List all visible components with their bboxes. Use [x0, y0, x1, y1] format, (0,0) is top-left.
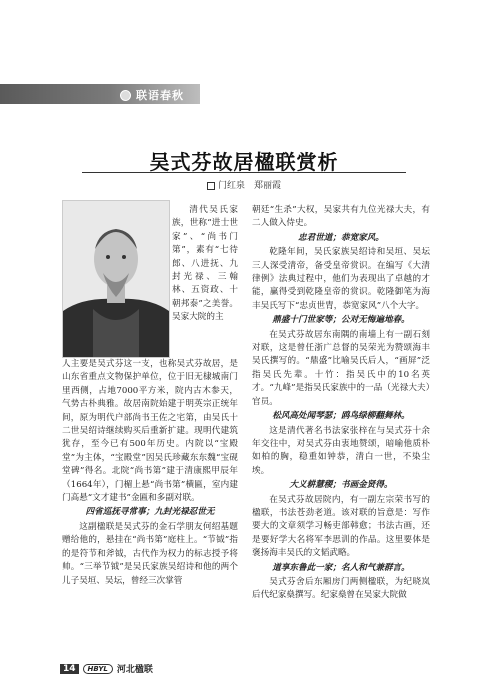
- byline: [0, 178, 488, 191]
- page-footer: [60, 662, 153, 675]
- paragraph: 在吴式芬故居东南隅的南墙上有一副石刻对联，这是曾任浙广总督的吴荣光为赞颂海丰吴氏撰写的。“鼎盛”比喻吴氏后人，“画屏”泛指吴氏先辈。十竹：指吴氏中的10名英才。“九峰”是指吴氏家族中的一品（光禄大夫）官员。: [252, 329, 430, 407]
- intro-wrap-text: [172, 204, 238, 325]
- portrait-illustration: [63, 201, 169, 357]
- authors: 门红泉 郑丽霞: [217, 181, 281, 191]
- paragraph: 朝廷“生杀”大权，吴家共有九位光禄大夫，有二人做入侍史。: [252, 205, 430, 229]
- byline-box-icon: [207, 182, 215, 190]
- page-number: 14: [60, 664, 79, 674]
- couplet-subhead: 大义耕慧稷；书画金贤得。: [289, 480, 393, 491]
- paragraph: 这是清代著名书法家张梓在与吴式芬十余年交往中，对吴式芬由衷地赞颂，暗喻他质朴如柏的胸，稳重如钟恭，清白一世，不染尘埃。: [252, 425, 430, 476]
- couplet-subhead: 松风高处闻琴瑟；鸥鸟绿柳翻舞林。: [272, 411, 410, 422]
- title-rule: [82, 172, 406, 173]
- paragraph: 在吴式芬故居院内，有一副左宗荣书写的楹联，书法苍劲老道。该对联的旨意是：写作要大的文章须学习畅吏部韩愈；书法古画，还是要好学大名将军李思训的作品。这里要体是褒扬海丰吴氏的文韬武略。: [252, 494, 430, 559]
- paragraph: 吴式芬舍后东厢房门两侧楹联，为纪晓岚后代纪家燊撰写。纪家燊曾在吴家大院做: [252, 576, 430, 601]
- article-title: 吴式芬故居楹联赏析: [149, 150, 339, 174]
- section-label: 联语春秋: [136, 89, 184, 102]
- couplet-subhead: 鼎盛十门世家等；公对无悔遍地春。: [272, 315, 410, 326]
- paragraph: 这副楹联是吴式芬的金石学朋友何绍基题赠给他的，悬挂在“尚书第”庭柱上。“节钺”指的是符节和斧钺，古代作为权力的标志授予将帅。“三举节钺”是吴氏家族吴绍诗和他的两个儿子吴垣、吴坛，曾经三次掌管: [62, 521, 238, 586]
- couplet-subhead: 忠君世道；恭宽家风。: [298, 232, 384, 243]
- portrait-image: [62, 200, 170, 358]
- paragraph: 乾隆年间，吴氏家族吴绍诗和吴垣、吴坛三人深受清帝，备受皇帝赏识。在编写《大清律例》法典过程中，他们为表现出了卓越的才能，赢得受到乾隆皇帝的赏识。乾隆御笔为海丰吴氏写下“忠贞世胄，恭宽家风”八个大字。: [252, 247, 430, 311]
- left-column-body: [62, 358, 238, 588]
- paragraph: 人主要是吴式芬这一支，也称吴式芬故居，是山东省重点文物保护单位，位于旧无棣城南门里西侧，占地7000平方米，院内古木参天，气势古朴典雅。故居南院始建于明英宗正统年间，原为明代户部尚书王佐之宅第，由吴氏十二世吴绍诗继续购买后重新扩建。现明代建筑犹存，至今已有500年历史。内院以“宝殿堂”为主体，“宝殿堂”因吴氏珍藏东东魏“宝砚堂碑”得名。北院“尚书第”建于清康熙甲辰年（1664年），门楣上悬“尚书第”横匾，室内建门高悬“文才建书”金匾和多副对联。: [62, 359, 238, 504]
- paragraph: 清代吴氏家族，世称“进士世家”、“尚书门第”，素有“七待郎、八进抚、九封光禄、三翰林、五资政、十朝邦泰”之美誉。吴家大院的主: [172, 205, 238, 323]
- journal-code: HBYL: [83, 664, 113, 674]
- couplet-subhead: 四省巡抚寻常事；九封光禄忍世无: [85, 507, 215, 518]
- bullet-dot-icon: [120, 90, 131, 101]
- couplet-subhead: 道享东鲁此一家；名人和气兼群言。: [272, 562, 410, 573]
- right-column-body: [252, 204, 430, 603]
- magazine-name: 河北楹联: [116, 665, 153, 675]
